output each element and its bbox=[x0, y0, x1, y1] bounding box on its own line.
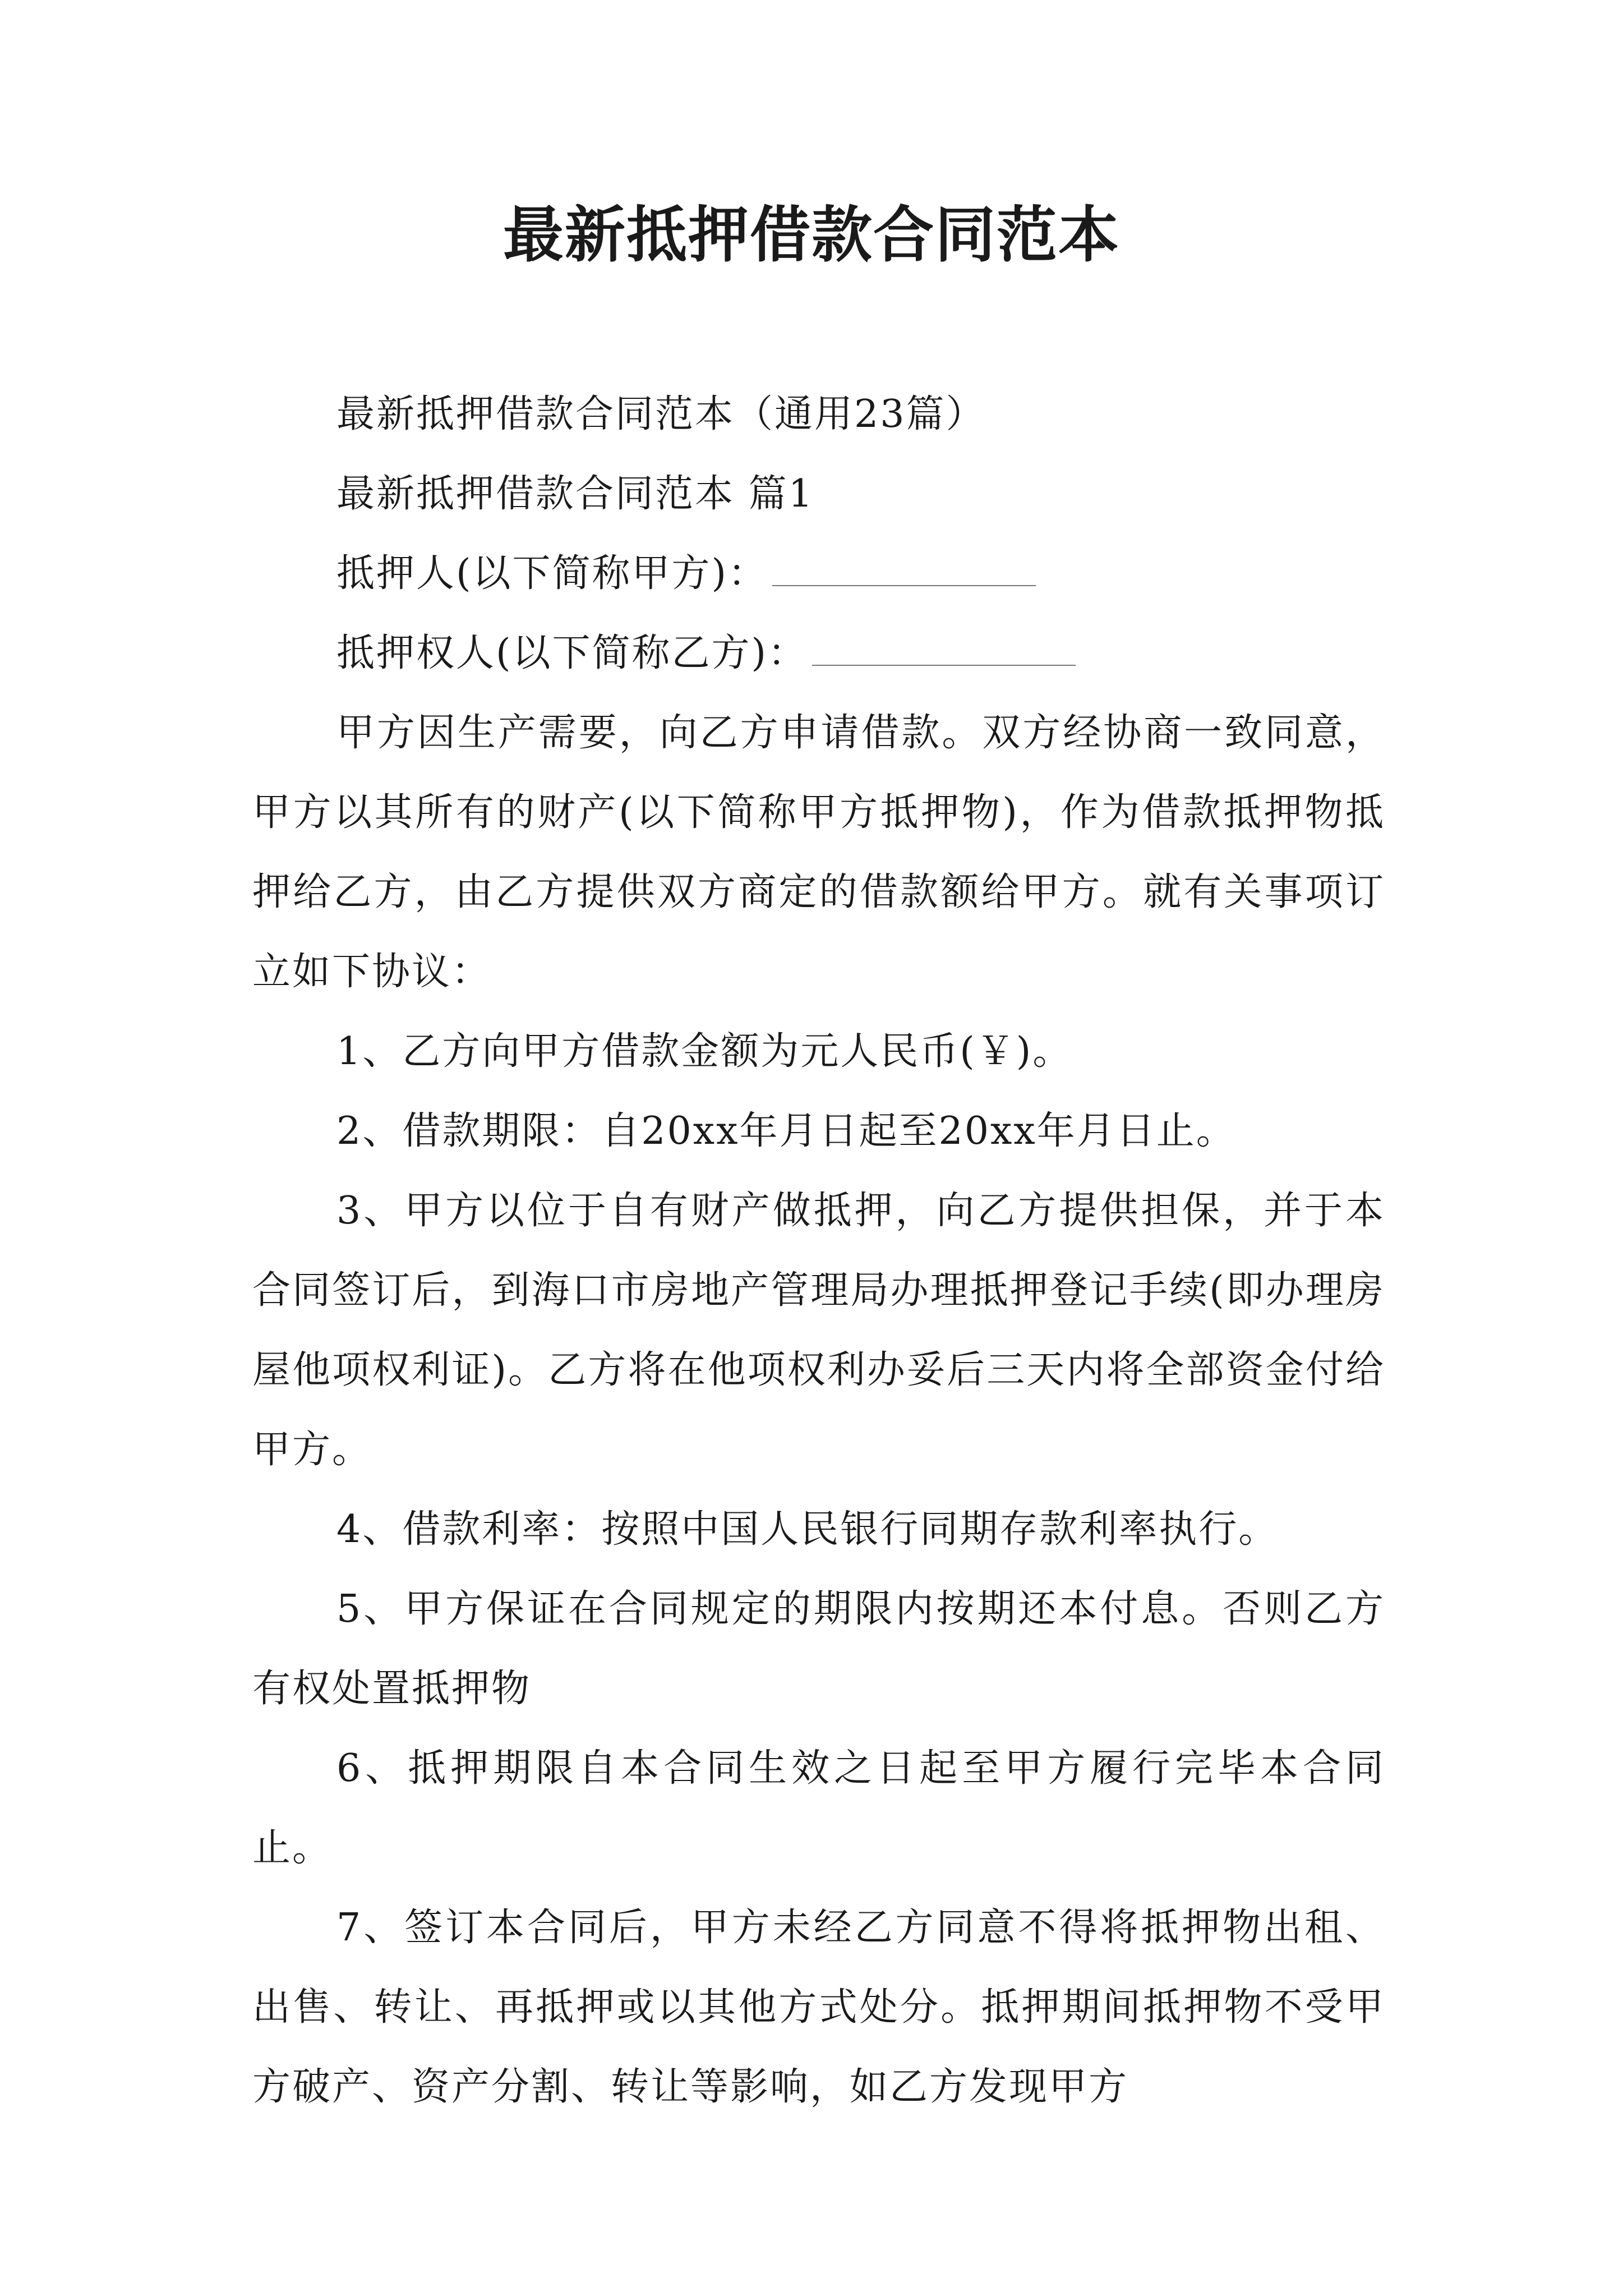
mortgagee-label: 抵押权人(以下简称乙方)： bbox=[336, 631, 808, 675]
document-title: 最新抵押借款合同范本 bbox=[502, 200, 1120, 270]
mortgagor-blank bbox=[772, 551, 1036, 586]
clause-6: 6、抵押期限自本合同生效之日起至甲方履行完毕本合同止。 bbox=[252, 1746, 1385, 1870]
clause-5: 5、甲方保证在合同规定的期限内按期还本付息。否则乙方有权处置抵押物 bbox=[252, 1587, 1385, 1711]
paragraph-intro: 甲方因生产需要，向乙方申请借款。双方经协商一致同意，甲方以其所有的财产(以下简称甲方抵押物)，作为借款抵押物抵押给乙方，由乙方提供双方商定的借款额给甲方。就有关事项订立如下协议： bbox=[252, 711, 1385, 994]
document-body bbox=[252, 375, 1385, 2127]
section-heading: 最新抵押借款合同范本 篇1 bbox=[336, 472, 814, 516]
clause-2: 2、借款期限：自20xx年月日起至20xx年月日止。 bbox=[336, 1109, 1236, 1153]
mortgagor-label: 抵押人(以下简称甲方)： bbox=[336, 551, 768, 596]
mortgagee-line bbox=[252, 614, 1385, 693]
mortgagee-blank bbox=[812, 631, 1076, 666]
mortgagor-line bbox=[252, 534, 1385, 614]
clause-7: 7、签订本合同后，甲方未经乙方同意不得将抵押物出租、出售、转让、再抵押或以其他方式处分。抵押期间抵押物不受甲方破产、资产分割、转让等影响，如乙方发现甲方 bbox=[252, 1906, 1385, 2109]
clause-4: 4、借款利率：按照中国人民银行同期存款利率执行。 bbox=[336, 1507, 1279, 1552]
clause-1: 1、乙方向甲方借款金额为元人民币(￥)。 bbox=[336, 1029, 1073, 1074]
clause-3: 3、甲方以位于自有财产做抵押，向乙方提供担保，并于本合同签订后，到海口市房地产管理局办理抵押登记手续(即办理房屋他项权利证)。乙方将在他项权利办妥后三天内将全部资金付给甲方。 bbox=[252, 1189, 1385, 1472]
subtitle: 最新抵押借款合同范本（通用23篇） bbox=[336, 392, 986, 436]
